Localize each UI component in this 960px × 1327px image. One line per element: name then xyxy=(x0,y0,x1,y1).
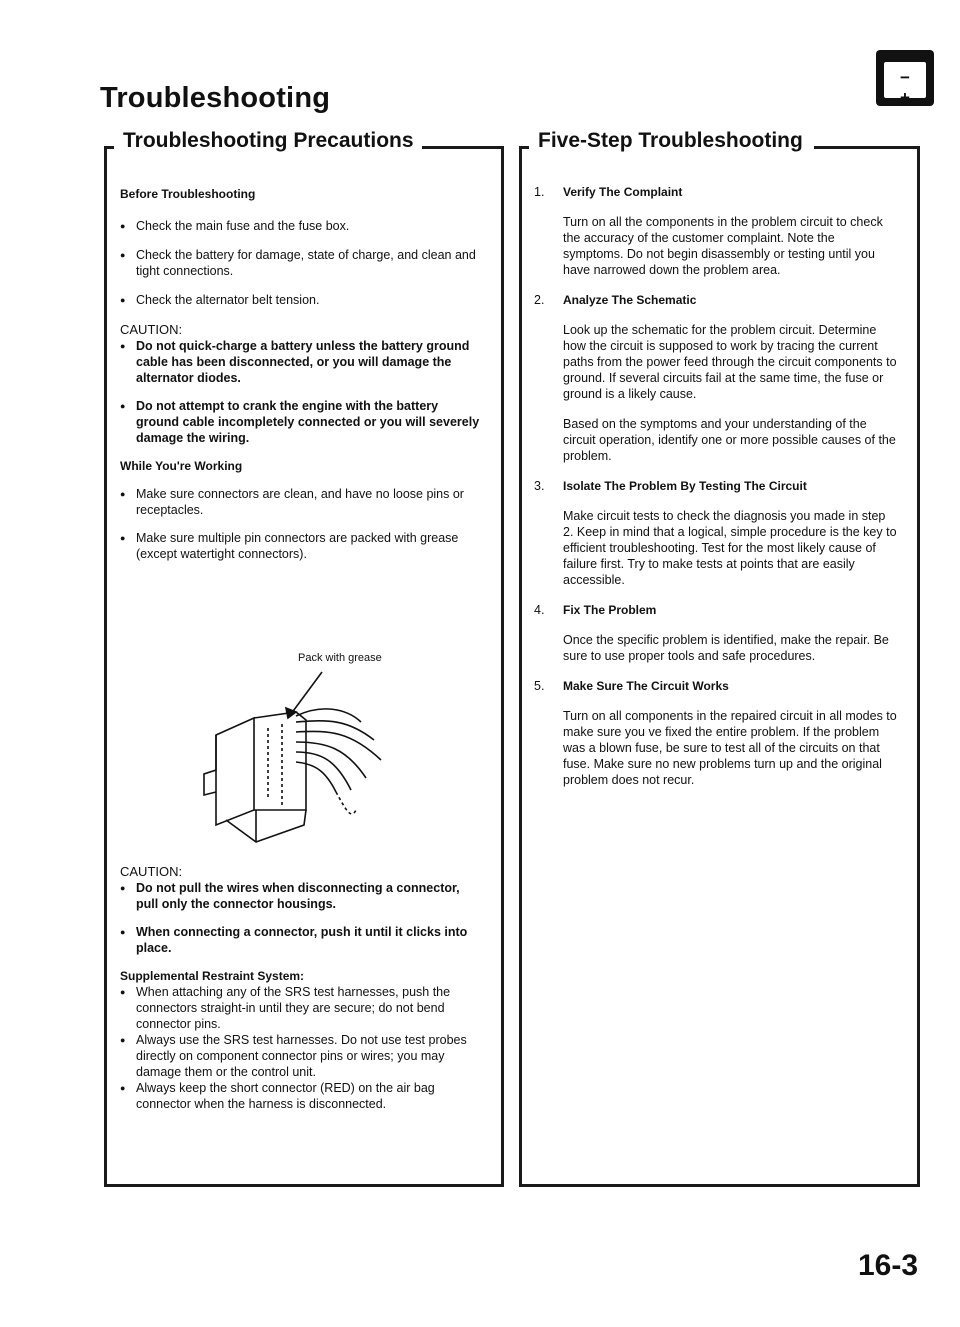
step-2 xyxy=(534,292,898,464)
step-title: Verify The Complaint xyxy=(563,185,683,199)
list-item: ● Check the main fuse and the fuse box. xyxy=(120,218,482,234)
step-3 xyxy=(534,478,898,588)
list-item: ● Check the battery for damage, state of charge, and clean and tight connections. xyxy=(120,247,482,279)
figure-label: Pack with grease xyxy=(298,652,382,664)
list-item: ● When connecting a connector, push it until it clicks into place. xyxy=(120,924,482,956)
step-title: Make Sure The Circuit Works xyxy=(563,679,729,693)
step-title: Isolate The Problem By Testing The Circuit xyxy=(563,479,807,493)
list-item: ● Do not attempt to crank the engine with the battery ground cable incompletely connected or you will severely damage the wiring. xyxy=(120,398,482,446)
page-number: 16-3 xyxy=(858,1249,919,1282)
step-text: Once the specific problem is identified, make the repair. Be sure to use proper tools and safe procedures. xyxy=(563,633,889,663)
step-number: 5. xyxy=(534,679,545,693)
battery-icon xyxy=(876,50,934,106)
step-text: Turn on all components in the repaired circuit in all modes to make sure you ve fixed the entire problem. If the problem was a blown fuse, be sure to test all of the circuits on that fuse. Make sure no new problems turn up and the original problem does not recur. xyxy=(563,709,897,787)
step-text: Look up the schematic for the problem circuit. Determine how the circuit is supposed to work by tracing the current paths from the power feed through the circuit components to ground. If several circuits fail at the same time, the fuse or ground is a likely cause. xyxy=(563,323,897,401)
step-number: 4. xyxy=(534,603,545,617)
precautions-content xyxy=(120,186,482,562)
step-number: 2. xyxy=(534,293,545,307)
list-item: ● Do not quick-charge a battery unless the battery ground cable has been disconnected, or you will damage the alternator diodes. xyxy=(120,338,482,386)
srs-title: Supplemental Restraint System: xyxy=(120,969,305,983)
step-1 xyxy=(534,184,898,278)
step-text: Based on the symptoms and your understanding of the circuit operation, identify one or more possible causes of the problem. xyxy=(563,417,896,463)
step-number: 3. xyxy=(534,479,545,493)
list-item: ● Always use the SRS test harnesses. Do not use test probes directly on component connector pins or wires; you may damage them or the control unit. xyxy=(120,1032,482,1080)
caution-label: CAUTION: xyxy=(120,864,183,879)
list-item: ● Always keep the short connector (RED) on the air bag connector when the harness is disconnected. xyxy=(120,1080,482,1112)
five-step-heading: Five-Step Troubleshooting xyxy=(532,129,811,153)
caution-section xyxy=(120,864,482,1112)
list-item: ● Do not pull the wires when disconnecting a connector, pull only the connector housings. xyxy=(120,880,482,912)
list-item: ● When attaching any of the SRS test harnesses, push the connectors straight-in until they are secure; do not bend connector pins. xyxy=(120,984,482,1032)
five-step-content xyxy=(534,184,898,788)
step-text: Make circuit tests to check the diagnosis you made in step 2. Keep in mind that a logical, simple procedure is the key to efficient troubleshooting. Test for the most likely cause of failure first. Try to make tests at points that are easily accessible. xyxy=(563,509,897,587)
page-title: Troubleshooting xyxy=(100,82,331,114)
step-5 xyxy=(534,678,898,788)
before-title: Before Troubleshooting xyxy=(120,187,256,201)
list-item: ● Make sure multiple pin connectors are packed with grease (except watertight connectors). xyxy=(120,530,482,562)
step-title: Fix The Problem xyxy=(563,603,657,617)
precautions-heading: Troubleshooting Precautions xyxy=(117,129,422,153)
step-4 xyxy=(534,602,898,664)
battery-symbol: − + xyxy=(900,68,920,107)
step-number: 1. xyxy=(534,185,545,199)
step-title: Analyze The Schematic xyxy=(563,293,697,307)
caution-label: CAUTION: xyxy=(120,322,183,337)
step-text: Turn on all the components in the problem circuit to check the accuracy of the customer complaint. Note the symptoms. Do not begin disassembly or testing until you have narrowed down the problem area. xyxy=(563,215,883,277)
connector-illustration xyxy=(196,660,426,850)
working-title: While You're Working xyxy=(120,459,243,473)
list-item: ● Check the alternator belt tension. xyxy=(120,292,482,308)
list-item: ● Make sure connectors are clean, and have no loose pins or receptacles. xyxy=(120,486,482,518)
